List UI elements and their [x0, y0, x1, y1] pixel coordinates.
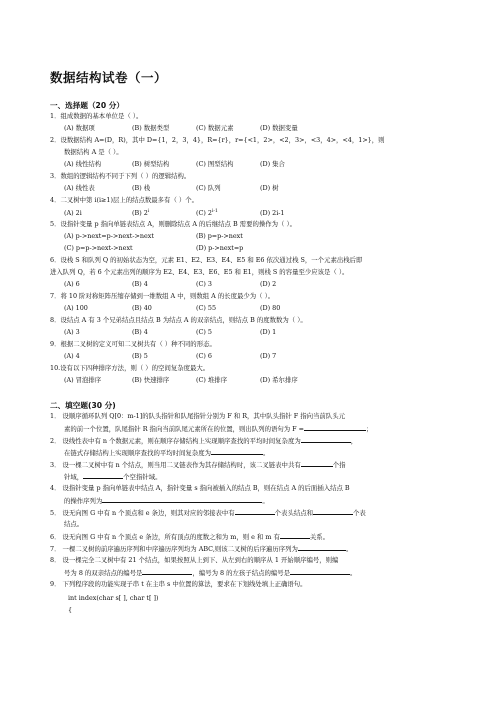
fill-7: 7． 一棵二叉树的前序遍历序列和中序遍历序列均为 ABC,则该二叉树的后序遍历序列为 。 [50, 545, 353, 553]
code-line-2: { [68, 606, 73, 614]
answer-blank[interactable] [211, 448, 263, 455]
answer-blank[interactable] [83, 472, 123, 479]
answer-blank[interactable] [304, 424, 366, 431]
option-a: (A) 线性表 [64, 184, 95, 192]
option-b: (B) 5 [132, 352, 148, 360]
question-3-options [64, 184, 279, 192]
question-8-options [64, 328, 276, 336]
option-c: (C) 3 [196, 280, 212, 288]
option-c: (C) 2$^{i-1}$ [196, 209, 218, 217]
option-d: (D) 2i-1 [260, 209, 285, 217]
question-9-options [64, 352, 276, 360]
answer-blank[interactable] [290, 568, 350, 575]
option-a: (A) 3 [64, 328, 80, 336]
fill-8-line-2: 号为 8 的双亲结点的编号是 ，编号为 8 的左孩子结点的编号是 。 [64, 569, 357, 577]
exponent-i-minus-1: i-1 [211, 209, 218, 214]
question-5-options-row-2 [64, 244, 243, 252]
option-d: (D) 集合 [260, 160, 285, 168]
question-6-line-1: 6．设栈 S 和队列 Q 的初始状态为空，元素 E1、E2、E3、E4、E5 和 E6 依次通过栈 S，一个元素出栈后即 [50, 256, 363, 264]
option-a: (A) p->next=p->next->next [64, 232, 154, 240]
option-c: (C) 堆排序 [196, 376, 228, 384]
fill-4-line-1: 4． 设指针变量 p 指向单链表中结点 A，指针变量 s 指向被插入的结点 B，则在结点 A 的后面插入结点 B [50, 484, 350, 492]
question-6-options [64, 280, 276, 288]
exponent-i: i [147, 209, 150, 214]
question-1-options [64, 124, 298, 132]
option-a: (A) 数据项 [64, 124, 95, 132]
answer-blank[interactable] [298, 544, 346, 551]
option-b: (B) 数据类型 [132, 124, 170, 132]
option-b: (B) 4 [132, 328, 148, 336]
question-7-options [64, 304, 280, 312]
section-heading-fill-in: 二、填空题(30 分) [50, 401, 116, 410]
option-c: (C) 55 [196, 304, 217, 312]
option-d: (D) 希尔排序 [260, 376, 298, 384]
fill-5-line-1: 5． 设无向图 G 中有 n 个顶点和 e 条边，则其对应的邻接表中有 个表头结点和 个表 [50, 509, 366, 517]
option-d: (D) 数据变量 [260, 124, 298, 132]
option-c: (C) p=p->next->next [64, 244, 133, 252]
document-title: 数据结构试卷（一） [50, 70, 168, 85]
option-d: (D) 7 [260, 352, 277, 360]
answer-blank[interactable] [301, 460, 333, 467]
fill-3-line-2: 针域， 个空指针域。 [64, 473, 162, 481]
option-d: (D) 80 [260, 304, 281, 312]
option-b: (B) 栈 [132, 184, 151, 192]
question-5: 5．设指针变量 p 指向单链表结点 A，则删除结点 A 的后继结点 B 需要的操作为（ ）。 [50, 220, 297, 228]
option-c: (C) 队列 [196, 184, 221, 192]
question-8: 8．设结点 A 有 3 个兄弟结点且结点 B 为结点 A 的双亲结点，则结点 B 的度数数为（ ）。 [50, 316, 307, 324]
question-2-line-2: 数据结构 A 是（ ）。 [64, 148, 123, 156]
option-a: (A) 冒泡排序 [64, 376, 102, 384]
question-2-line-1: 2．设数据结构 A=(D，R)，其中 D={1，2，3，4}，R={r}，r={<1，2>，<2，3>，<3，4>，<4，1>}，则 [50, 136, 385, 144]
question-4: 4．二叉树中第 i(i≥1)层上的结点数最多有（ ）个。 [50, 196, 199, 204]
option-c: (C) 数据元素 [196, 124, 234, 132]
question-4-options [64, 208, 284, 217]
option-a: (A) 4 [64, 352, 80, 360]
option-a: (A) 2i [64, 209, 82, 217]
section-heading-choice: 一、选择题（20 分） [50, 101, 124, 110]
option-b: (B) 2$^i$ [132, 209, 150, 217]
question-9: 9．根据二叉树的定义可知二叉树共有（ ）种不同的形态。 [50, 340, 216, 348]
option-c: (C) 图型结构 [196, 160, 234, 168]
fill-5-line-2: 结点。 [64, 520, 84, 528]
fill-6: 6． 设无向图 G 中有 n 个顶点 e 条边，所有顶点的度数之和为 m，则 e 和 m 有 关系。 [50, 533, 330, 541]
answer-blank[interactable] [235, 508, 275, 515]
question-3: 3．数组的逻辑结构不同于下列（ ）的逻辑结构。 [50, 172, 191, 180]
option-d: (D) 2 [260, 280, 277, 288]
fill-4-line-2: 的操作序列为 。 [64, 497, 269, 505]
option-b: (B) 快速排序 [132, 376, 170, 384]
question-10: 10.设有以下四种排序方法，则（ ）的空间复杂度最大。 [50, 364, 210, 372]
fill-1-line-1: 1． 设顺序循环队列 Q[0：m-1]的队头指针和队尾指针分别为 F 和 R，其中队头指针 F 指向当前队头元 [50, 412, 345, 420]
question-7: 7．将 10 阶对称矩阵压缩存储到一维数组 A 中，则数组 A 的长度最少为（ ）。 [50, 292, 275, 300]
question-1: 1．组成数据的基本单位是（ ）。 [50, 112, 143, 120]
answer-blank[interactable] [301, 436, 351, 443]
option-b: (B) 树型结构 [132, 160, 170, 168]
option-b: (B) 4 [132, 280, 148, 288]
answer-blank[interactable] [313, 508, 353, 515]
fill-3-line-1: 3． 设一棵二叉树中有 n 个结点，则当用二叉链表作为其存储结构时，该二叉链表中共有 个指 [50, 461, 346, 469]
answer-blank[interactable] [102, 496, 262, 503]
fill-2-line-1: 2． 设线性表中有 n 个数据元素，则在顺序存储结构上实现顺序查找的平均时间复杂度为 ， [50, 437, 358, 445]
fill-9: 9． 下列程序段的功能实现子串 t 在主串 s 中位置的算法，要求在下划线处填上正确语句。 [50, 580, 307, 588]
fill-8-line-1: 8． 设一棵完全二叉树中有 21 个结点，如果按照从上到下、从左到右的顺序从 1 开始顺序编号，则编 [50, 556, 339, 564]
fill-2-line-2: 在链式存储结构上实现顺序查找的平均时间复杂度为 。 [64, 449, 270, 457]
question-5-options-row-1 [64, 232, 243, 240]
fill-1-line-2: 素的前一个位置，队尾指针 R 指向当前队尾元素所在的位置，则出队列的语句为 F = ； [64, 425, 373, 433]
question-10-options [64, 376, 298, 384]
question-2-options [64, 160, 285, 168]
option-a: (A) 线性结构 [64, 160, 102, 168]
question-6-line-2: 进入队列 Q，若 6 个元素出列的顺序为 E2、E4、E3、E6、E5 和 E1，则栈 S 的容量至少应该是（ ）。 [50, 268, 349, 276]
option-a: (A) 6 [64, 280, 80, 288]
answer-blank[interactable] [280, 532, 310, 539]
option-d: (D) 树 [260, 184, 279, 192]
option-a: (A) 100 [64, 304, 88, 312]
option-b: (B) p=p->next [196, 232, 243, 240]
option-b: (B) 40 [132, 304, 152, 312]
code-line-1: int index(char s[ ], char t[ ]) [68, 594, 159, 602]
option-c: (C) 6 [196, 352, 212, 360]
option-d: (D) 1 [260, 328, 277, 336]
option-d: (D) p->next=p [196, 244, 244, 252]
answer-blank[interactable] [142, 568, 192, 575]
option-c: (C) 5 [196, 328, 212, 336]
